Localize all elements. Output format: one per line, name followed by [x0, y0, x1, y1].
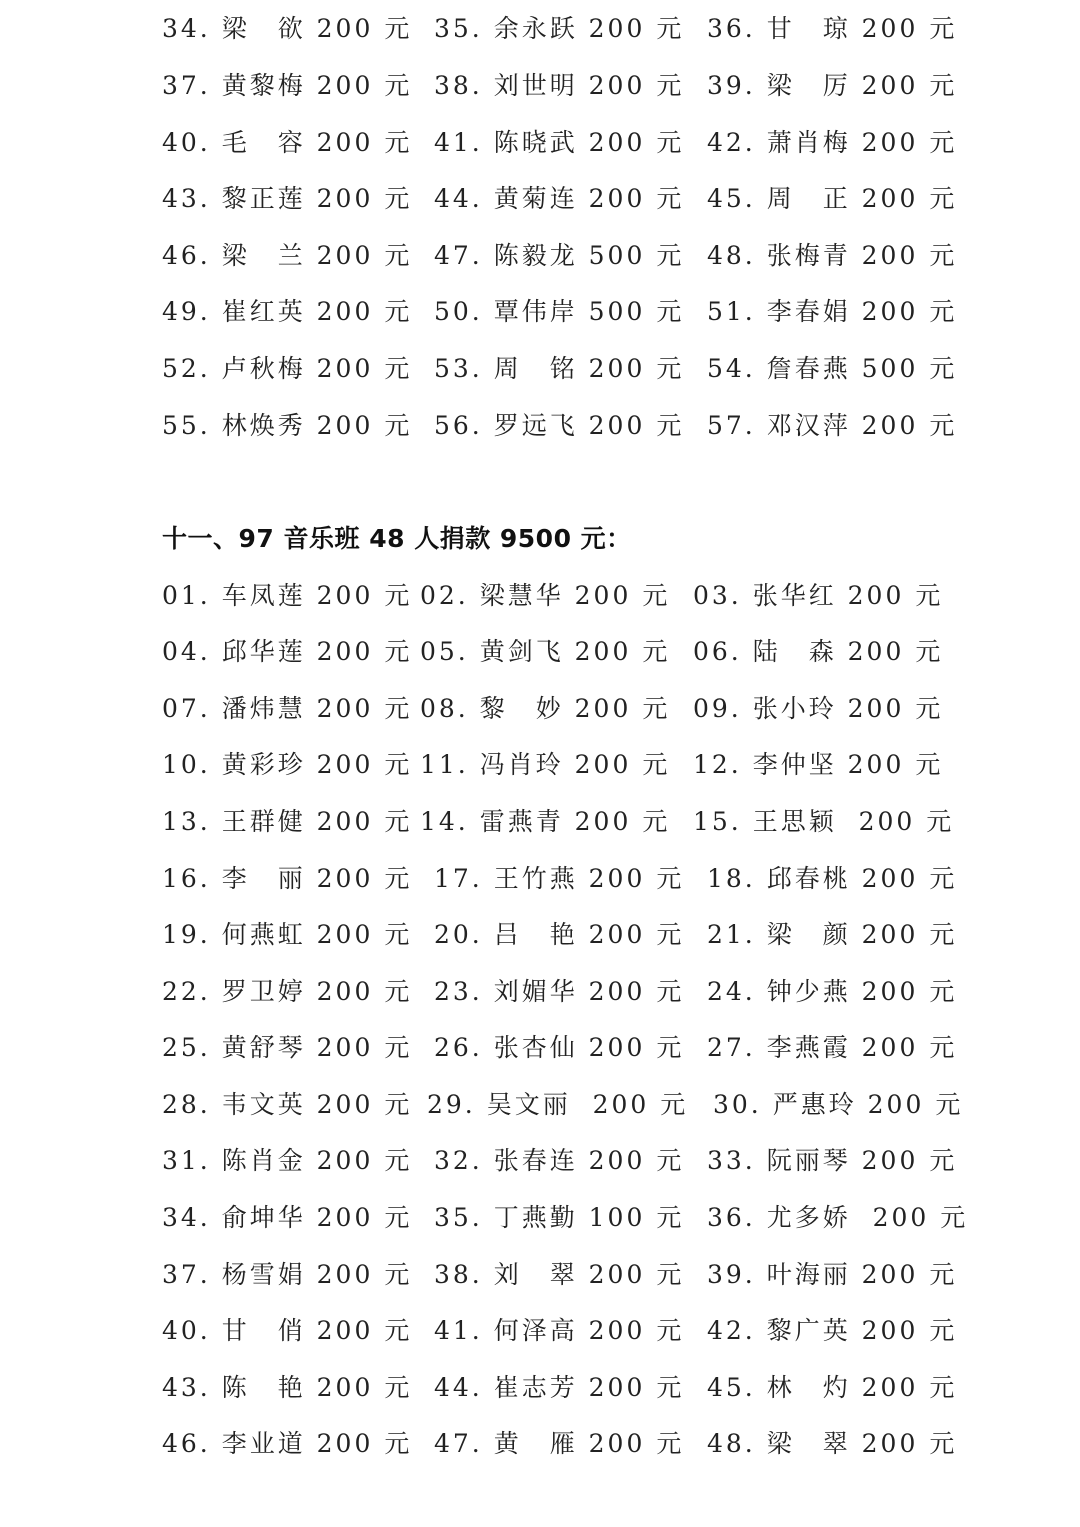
list-item: 47. 陈毅龙 500 元 [434, 241, 685, 270]
table-row [0, 632, 1080, 672]
table-row [0, 1424, 1080, 1464]
list-item: 34. 俞坤华 200 元 [162, 1203, 413, 1232]
list-item: 29. 吴文丽 200 元 [427, 1090, 689, 1119]
list-item: 41. 何泽高 200 元 [434, 1316, 685, 1345]
list-item: 23. 刘媚华 200 元 [434, 977, 685, 1006]
list-item: 45. 林 灼 200 元 [707, 1373, 958, 1402]
list-item: 55. 林焕秀 200 元 [162, 411, 413, 440]
list-item: 32. 张春连 200 元 [434, 1146, 685, 1175]
table-row [0, 915, 1080, 955]
list-item: 05. 黄剑飞 200 元 [420, 637, 671, 666]
list-item: 17. 王竹燕 200 元 [434, 864, 685, 893]
table-row [0, 179, 1080, 219]
table-row [0, 349, 1080, 389]
list-item: 43. 陈 艳 200 元 [162, 1373, 413, 1402]
table-row [0, 1368, 1080, 1408]
list-item: 45. 周 正 200 元 [707, 184, 958, 213]
list-item: 24. 钟少燕 200 元 [707, 977, 958, 1006]
table-row [0, 576, 1080, 616]
list-item: 03. 张华红 200 元 [693, 581, 944, 610]
list-item: 10. 黄彩珍 200 元 [162, 750, 413, 779]
table-row [0, 972, 1080, 1012]
list-item: 35. 余永跃 200 元 [434, 14, 685, 43]
list-item: 30. 严惠玲 200 元 [713, 1090, 964, 1119]
list-item: 39. 叶海丽 200 元 [707, 1260, 958, 1289]
list-item: 16. 李 丽 200 元 [162, 864, 413, 893]
table-row [0, 802, 1080, 842]
list-item: 37. 黄黎梅 200 元 [162, 71, 413, 100]
list-item: 15. 王思颖 200 元 [693, 807, 955, 836]
list-item: 11. 冯肖玲 200 元 [420, 750, 671, 779]
list-item: 31. 陈肖金 200 元 [162, 1146, 413, 1175]
list-item: 36. 甘 琼 200 元 [707, 14, 958, 43]
list-item: 38. 刘 翠 200 元 [434, 1260, 685, 1289]
list-item: 07. 潘炜慧 200 元 [162, 694, 413, 723]
list-item: 09. 张小玲 200 元 [693, 694, 944, 723]
list-item: 12. 李仲坚 200 元 [693, 750, 944, 779]
list-item: 25. 黄舒琴 200 元 [162, 1033, 413, 1062]
list-item: 54. 詹春燕 500 元 [707, 354, 958, 383]
list-item: 27. 李燕霞 200 元 [707, 1033, 958, 1062]
list-item: 42. 萧肖梅 200 元 [707, 128, 958, 157]
list-item: 18. 邱春桃 200 元 [707, 864, 958, 893]
list-item: 44. 崔志芳 200 元 [434, 1373, 685, 1402]
list-item: 42. 黎广英 200 元 [707, 1316, 958, 1345]
list-item: 44. 黄菊连 200 元 [434, 184, 685, 213]
list-item: 49. 崔红英 200 元 [162, 297, 413, 326]
list-item: 48. 梁 翠 200 元 [707, 1429, 958, 1458]
list-item: 37. 杨雪娟 200 元 [162, 1260, 413, 1289]
list-item: 46. 梁 兰 200 元 [162, 241, 413, 270]
list-item: 56. 罗远飞 200 元 [434, 411, 685, 440]
list-item: 13. 王群健 200 元 [162, 807, 413, 836]
list-item: 19. 何燕虹 200 元 [162, 920, 413, 949]
list-item: 34. 梁 欲 200 元 [162, 14, 413, 43]
list-item: 08. 黎 妙 200 元 [420, 694, 671, 723]
list-item: 14. 雷燕青 200 元 [420, 807, 671, 836]
table-row [0, 236, 1080, 276]
list-item: 21. 梁 颜 200 元 [707, 920, 958, 949]
table-row [0, 9, 1080, 49]
list-item: 51. 李春娟 200 元 [707, 297, 958, 326]
list-item: 48. 张梅青 200 元 [707, 241, 958, 270]
list-item: 26. 张杏仙 200 元 [434, 1033, 685, 1062]
list-item: 47. 黄 雁 200 元 [434, 1429, 685, 1458]
list-item: 40. 毛 容 200 元 [162, 128, 413, 157]
table-row [0, 859, 1080, 899]
list-item: 01. 车凤莲 200 元 [162, 581, 413, 610]
section-heading: 十一、97 音乐班 48 人捐款 9500 元： [162, 524, 632, 553]
table-row [0, 1198, 1080, 1238]
table-row [0, 292, 1080, 332]
list-item: 22. 罗卫婷 200 元 [162, 977, 413, 1006]
table-row [0, 123, 1080, 163]
list-item: 52. 卢秋梅 200 元 [162, 354, 413, 383]
list-item: 41. 陈晓武 200 元 [434, 128, 685, 157]
table-row [0, 745, 1080, 785]
list-item: 02. 梁慧华 200 元 [420, 581, 671, 610]
list-item: 33. 阮丽琴 200 元 [707, 1146, 958, 1175]
list-item: 57. 邓汉萍 200 元 [707, 411, 958, 440]
list-item: 40. 甘 俏 200 元 [162, 1316, 413, 1345]
table-row [0, 1085, 1080, 1125]
list-item: 53. 周 铭 200 元 [434, 354, 685, 383]
table-row [0, 1141, 1080, 1181]
table-row [0, 1255, 1080, 1295]
list-item: 04. 邱华莲 200 元 [162, 637, 413, 666]
list-item: 35. 丁燕勤 100 元 [434, 1203, 685, 1232]
list-item: 50. 覃伟岸 500 元 [434, 297, 685, 326]
table-row [0, 406, 1080, 446]
list-item: 43. 黎正莲 200 元 [162, 184, 413, 213]
table-row [0, 689, 1080, 729]
list-item: 38. 刘世明 200 元 [434, 71, 685, 100]
list-item: 20. 吕 艳 200 元 [434, 920, 685, 949]
list-item: 06. 陆 森 200 元 [693, 637, 944, 666]
list-item: 46. 李业道 200 元 [162, 1429, 413, 1458]
list-item: 36. 尤多娇 200 元 [707, 1203, 969, 1232]
list-item: 39. 梁 厉 200 元 [707, 71, 958, 100]
list-item: 28. 韦文英 200 元 [162, 1090, 413, 1119]
table-row [0, 1028, 1080, 1068]
table-row [0, 1311, 1080, 1351]
table-row [0, 66, 1080, 106]
